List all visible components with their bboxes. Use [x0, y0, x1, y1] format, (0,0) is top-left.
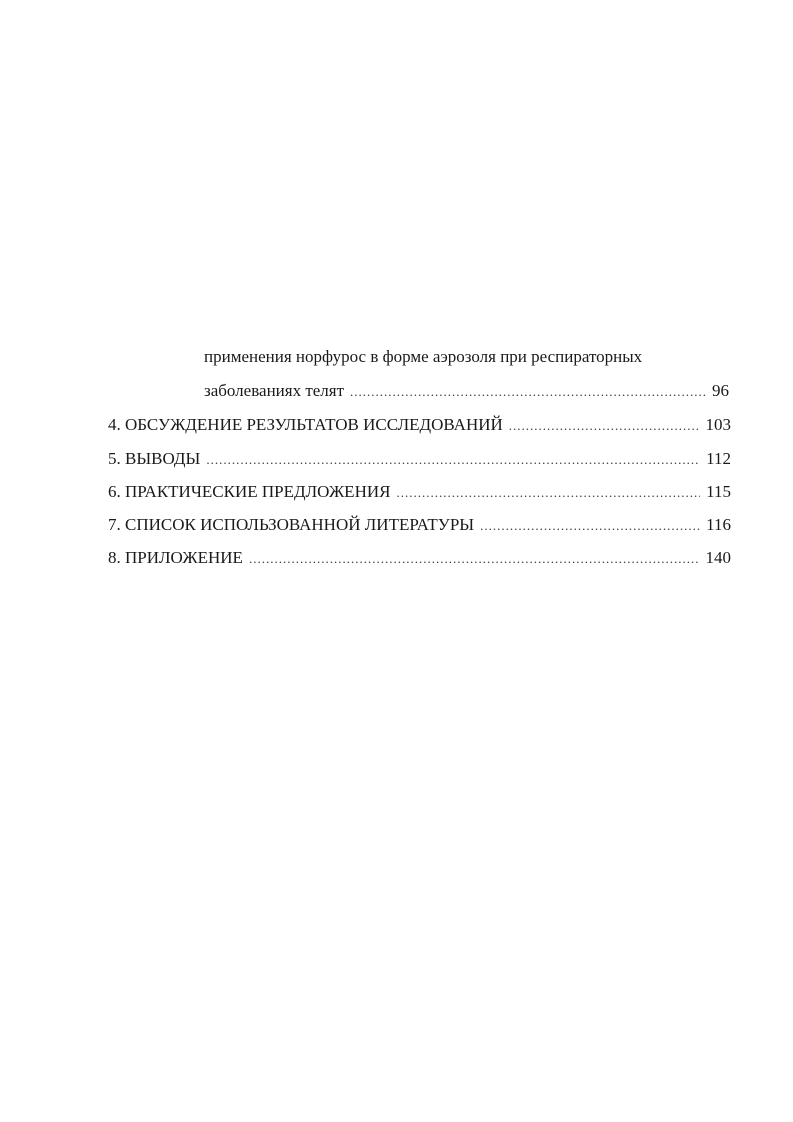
toc-entry-title: 6. ПРАКТИЧЕСКИЕ ПРЕДЛОЖЕНИЯ: [108, 482, 391, 501]
toc-entry-page: 115: [706, 482, 731, 501]
toc-entry-title: 7. СПИСОК ИСПОЛЬЗОВАННОЙ ЛИТЕРАТУРЫ: [108, 515, 475, 534]
dot-leader: [206, 450, 700, 470]
toc-entry-page: 96: [712, 381, 729, 400]
toc-entry: [108, 548, 731, 569]
dot-leader: [480, 516, 700, 536]
dot-leader: [350, 382, 706, 402]
toc-entry: [108, 449, 731, 470]
toc-entry: [108, 482, 731, 503]
toc-entry-page: 140: [705, 548, 731, 567]
toc-entry-page: 112: [706, 449, 731, 468]
toc-entry-title: 8. ПРИЛОЖЕНИЕ: [108, 548, 243, 567]
dot-leader: [396, 483, 700, 503]
toc-entry-title: применения норфурос в форме аэрозоля при респираторных: [204, 347, 643, 366]
toc-entry-title: 5. ВЫВОДЫ: [108, 449, 201, 468]
toc-entry: [108, 515, 731, 536]
dot-leader: [249, 549, 700, 569]
toc-entry-page: 103: [705, 415, 731, 434]
toc-entry-title: заболеваниях телят: [204, 381, 345, 400]
dot-leader: [509, 416, 700, 436]
toc-entry: [108, 415, 731, 436]
toc-entry-title: 4. ОБСУЖДЕНИЕ РЕЗУЛЬТАТОВ ИССЛЕДОВАНИЙ: [108, 415, 503, 434]
toc-continuation-line: [204, 347, 704, 367]
toc-entry-page: 116: [706, 515, 731, 534]
toc-entry: [204, 381, 729, 402]
